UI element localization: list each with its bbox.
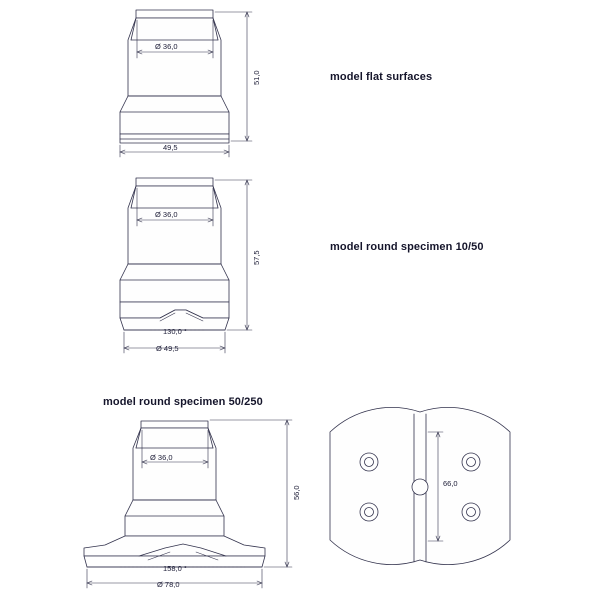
dim-round1050-diameter-base: Ø 49,5 — [156, 344, 179, 353]
figure-round-10-50-title: model round specimen 10/50 — [330, 241, 484, 253]
figure-flat-surfaces-geometry — [120, 10, 229, 143]
dim-round1050-height-total: 57,5 — [252, 250, 261, 265]
figure-top-view-geometry — [330, 407, 510, 564]
dim-round1050-angle-vee: 130,0 ° — [163, 327, 187, 336]
dim-flat-width-base: 49,5 — [163, 143, 178, 152]
figure-round-50-250-geometry — [84, 421, 265, 567]
dim-round50250-diameter-top: Ø 36,0 — [150, 453, 173, 462]
dim-flat-height-total: 51,0 — [252, 70, 261, 85]
dim-round50250-height-total: 56,0 — [292, 485, 301, 500]
dim-flat-diameter-top: Ø 36,0 — [155, 42, 178, 51]
dim-round1050-diameter-top: Ø 36,0 — [155, 210, 178, 219]
figure-round-10-50-geometry — [120, 178, 229, 330]
dim-round50250-diameter-base: Ø 78,0 — [157, 580, 180, 589]
dim-round50250-angle-vee: 158,0 ° — [163, 564, 187, 573]
dim-topview-width-across: 66,0 — [443, 479, 458, 488]
figure-round-50-250-title: model round specimen 50/250 — [103, 396, 263, 408]
figure-flat-surfaces-title: model flat surfaces — [330, 71, 433, 83]
